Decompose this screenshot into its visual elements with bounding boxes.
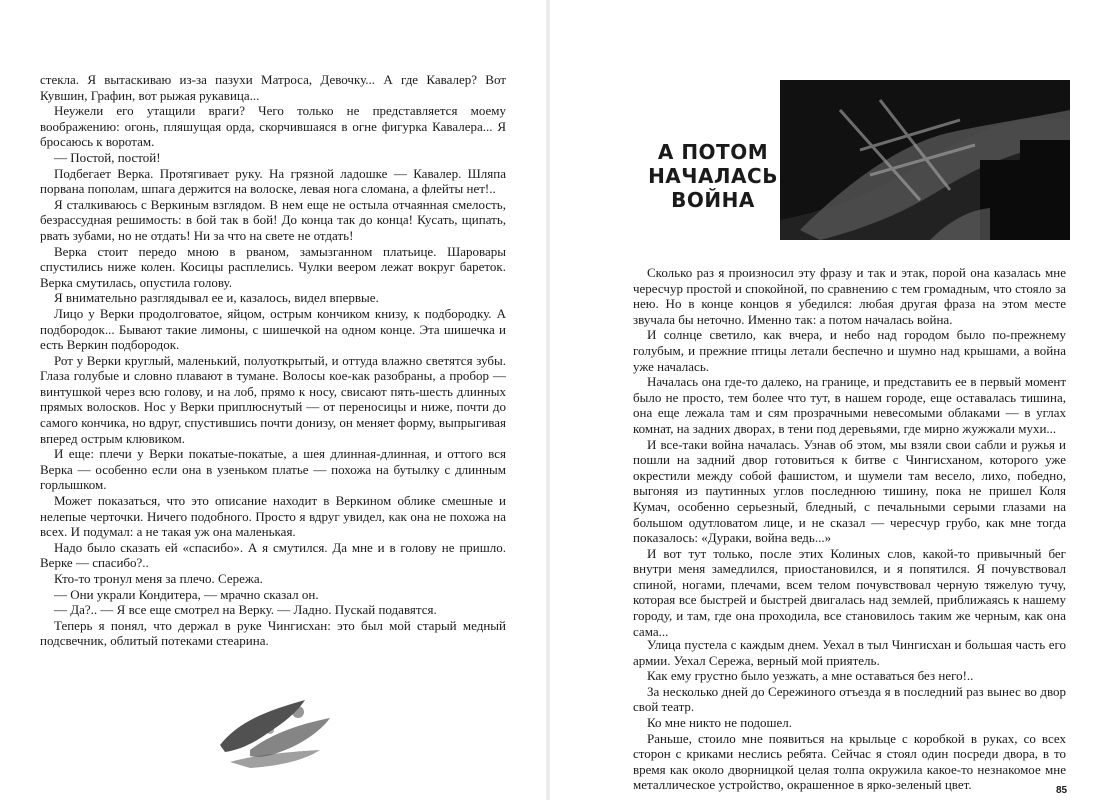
page-number: 85 bbox=[1056, 785, 1068, 796]
chapter-title-line: А ПОТОМ bbox=[657, 140, 769, 164]
paragraph: И еще: плечи у Верки покатые-покатые, а шея длинная-длинная, и оттого вся Верка — особенно если она в узеньком платье — похожа на бутылку с длинным горлышком. bbox=[40, 446, 506, 493]
vignette-illustration bbox=[210, 690, 350, 770]
paragraph: Неужели его утащили враги? Чего только не представляется моему воображению: огонь, пляшущая орда, скорчившаяся в огне фигурка Кавалера... Я бросаюсь к воротам. bbox=[40, 103, 506, 150]
chapter-illustration bbox=[780, 80, 1070, 240]
paragraph: — Да?.. — Я все еще смотрел на Верку. — Ладно. Пускай подавятся. bbox=[54, 602, 437, 618]
paragraph: — Они украли Кондитера, — мрачно сказал он. bbox=[54, 586, 319, 602]
paragraph: Может показаться, что это описание находит в Веркином облике смешные и нелепые черточки. Ничего подобного. Просто я вдруг увидел, как она не похожа на всех. И подумал: а не такая уж она маленькая. bbox=[40, 493, 506, 540]
paragraph: стекла. Я вытаскиваю из-за пазухи Матроса, Девочку... А где Кавалер? Вот Кувшин, Графин, вот рыжая рукавица... bbox=[40, 72, 506, 103]
paragraph: Раньше, стоило мне появиться на крыльце с коробкой в руках, со всех сторон с криками неслись ребята. Сейчас я стоял один посреди двора, в то время как около дворницкой целая толпа окружила какое-то незнакомое мне металлическое устройство, окрашенное в ярко-зеленый цвет. bbox=[633, 730, 1066, 793]
paragraph: За несколько дней до Сережиного отъезда я в последний раз вынес во двор свой театр. bbox=[633, 683, 1066, 715]
chapter-title bbox=[628, 140, 798, 212]
paragraph: И солнце светило, как вчера, и небо над городом было по-прежнему голубым, и прежние птицы летали беспечно и шумно над крышами, а война уже началась. bbox=[633, 327, 1066, 374]
paragraph: Верка стоит передо мною в рваном, замызганном платьице. Шаровары спустились ниже колен. Косицы расплелись. Чулки веером лежат вокруг бареток. Верка смутилась, опустила голову. bbox=[40, 243, 506, 290]
paragraph: Лицо у Верки продолговатое, яйцом, острым кончиком книзу, к подбородку. А подбородок... Бывают такие лимоны, с шишечкой на одном конце. Эта шишечка и есть Веркин подбородок. bbox=[40, 305, 506, 353]
paragraph: Улица пустела с каждым днем. Уехал в тыл Чингисхан и большая часть его армии. Уехал Сережа, верный мой приятель. bbox=[633, 637, 1066, 668]
paragraph: Теперь я понял, что держал в руке Чингисхан: это был мой старый медный подсвечник, облитый потеками стеарина. bbox=[40, 617, 506, 649]
paragraph: Как ему грустно было уезжать, а мне оставаться без него!.. bbox=[647, 668, 974, 684]
paragraph: — Постой, постой! bbox=[54, 149, 161, 165]
right-text-column-bottom bbox=[633, 637, 1066, 793]
right-text-column-top bbox=[633, 265, 1066, 639]
paragraph: И вот тут только, после этих Колиных слов, какой-то привычный бег внутри меня замедлился, приостановился, и я попятился. Я почувствовал спиной, ногами, плечами, всем телом почувствовал черную тяжелую тучу, которая все быстрей и быстрей двигалась над землей, приближаясь к нашему городу, и там, где она проходила, все становилось таким же черным, как она сама... bbox=[633, 545, 1066, 639]
chapter-title-line: НАЧАЛАСЬ bbox=[648, 164, 778, 188]
paragraph: Ко мне никто не подошел. bbox=[647, 714, 792, 730]
paragraph: Подбегает Верка. Протягивает руку. На грязной ладошке — Кавалер. Шляпа порвана пополам, шпага держится на волоске, левая нога сломана, а флейты нет!.. bbox=[40, 165, 506, 197]
chapter-title-line: ВОЙНА bbox=[671, 188, 755, 212]
right-page bbox=[548, 0, 1095, 800]
paragraph: Надо было сказать ей «спасибо». А я смутился. Да мне и в голову не пришло. Верке — спасибо?.. bbox=[40, 539, 506, 571]
paragraph: Кто-то тронул меня за плечо. Сережа. bbox=[54, 571, 263, 586]
paragraph: Началась она где-то далеко, на границе, и представить ее в первый момент было не просто, тем более что тут, в нашем городе, еще оставалась тишина, она еще лежала там и сям прозрачными невесомыми облаками — в углах комнат, на задних дворах, в тени под деревьями, где мирно жужжали мухи... bbox=[633, 374, 1066, 436]
paragraph: И все-таки война началась. Узнав об этом, мы взяли свои сабли и ружья и пошли на задний двор готовиться к битве с Чингисханом, которого уже окрестили между собой фашистом, и шумели там весело, лихо, победно, выгоняя из паутинных углов последнюю тишину, пока не пришел Коля Кумач, особенно серьезный, бледный, с печальными серыми глазами на большом одутловатом лице, и не сказал — чересчур грубо, как мне тогда показалось: «Дураки, война ведь...» bbox=[633, 436, 1066, 546]
paragraph: Я сталкиваюсь с Веркиным взглядом. В нем еще не остыла отчаянная смелость, безрассудная решимость: в бой так в бой! До конца так до конца! Кусать, щипать, рвать зубами, но не отдать! Ни за что на свете не отдать! bbox=[40, 196, 506, 243]
paragraph: Я внимательно разглядывал ее и, казалось, видел впервые. bbox=[54, 290, 379, 306]
paragraph: Рот у Верки круглый, маленький, полуоткрытый, и оттуда влажно светятся зубы. Глаза голубые и словно плавают в тумане. Волосы кое-как разобраны, а пробор — винтушкой через всю голову, и на лоб, прямо к носу, свисают пять-шесть длинных прямых волосков. Нос у Верки приплюснутый — от переносицы и ниже, почти до самого кончика, но вдруг, спустившись почти донизу, он меняет форму, выпрыгивая вперед острым клювиком. bbox=[40, 352, 506, 446]
left-text-column bbox=[40, 72, 506, 649]
paragraph: Сколько раз я произносил эту фразу и так и этак, порой она казалась мне чересчур простой и спокойной, по сравнению с тем громадным, что стояло за нею. Но в конце концов я убедился: любая другая фраза на этом месте звучала бы неточно. Именно так: а потом началась война. bbox=[633, 265, 1066, 327]
